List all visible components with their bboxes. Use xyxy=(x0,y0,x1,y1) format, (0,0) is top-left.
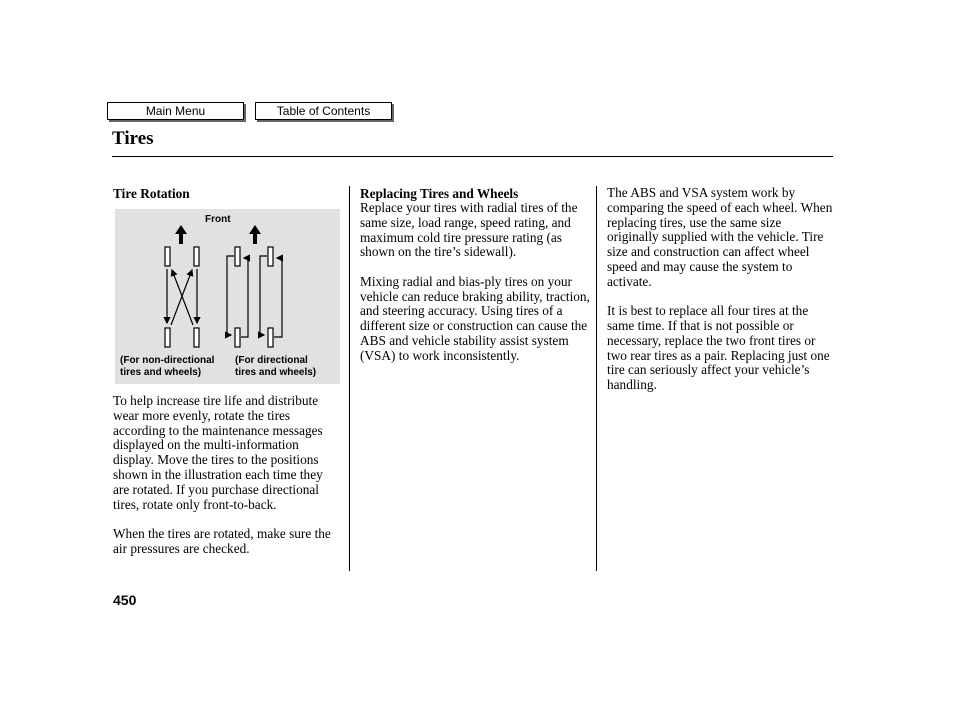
caption-directional: (For directional tires and wheels) xyxy=(235,355,317,378)
section-heading-replacing-tires: Replacing Tires and Wheels xyxy=(360,186,519,201)
section-heading-tire-rotation: Tire Rotation xyxy=(113,186,190,201)
column-tire-rotation xyxy=(113,186,341,201)
column-abs-vsa xyxy=(607,186,833,408)
paragraph: When the tires are rotated, make sure the air pressures are checked. xyxy=(113,525,331,556)
tire-rotation-diagram xyxy=(115,209,340,384)
caption-non-directional: (For non-directional tires and wheels) xyxy=(120,355,215,378)
page-title: Tires xyxy=(112,128,154,149)
table-of-contents-button[interactable]: Table of Contents xyxy=(255,102,392,120)
front-arrow-icon xyxy=(249,225,261,244)
directional-tires xyxy=(235,247,273,347)
main-menu-button[interactable]: Main Menu xyxy=(107,102,244,120)
paragraph: The ABS and VSA system work by comparing the speed of each wheel. When replacing tires, use the same size originally supplied with the vehicle. Tire size and construction can affect wheel speed and may cause the system to activate. xyxy=(607,185,833,289)
title-divider xyxy=(112,156,833,157)
column-divider-2 xyxy=(596,186,597,571)
front-arrow-icon xyxy=(175,225,187,244)
paragraph: It is best to replace all four tires at the same time. If that is not possible or necessary, replace the two front tires or two rear tires as a pair. Replacing just one tire can seriously affect your vehicle’s handling. xyxy=(607,303,830,393)
column-replacing-tires xyxy=(360,186,592,378)
paragraph: Replace your tires with radial tires of the same size, load range, speed rating, and maximum cold tire pressure rating (as shown on the tire’s sidewall). xyxy=(360,200,578,260)
front-label: Front xyxy=(205,214,231,225)
page-number: 450 xyxy=(113,592,137,608)
column-divider-1 xyxy=(349,186,350,571)
column-tire-rotation-body xyxy=(113,394,341,571)
paragraph: To help increase tire life and distribute wear more evenly, rotate the tires according to the maintenance messages displayed on the multi-information display. Move the tires to the positions shown in the illustration each time they are rotated. If you purchase directional tires, rotate only front-to-back. xyxy=(113,393,323,512)
paragraph: Mixing radial and bias-ply tires on your vehicle can reduce braking ability, traction, and steering accuracy. Using tires of a different size or construction can cause the ABS and vehicle stability assist system (VSA) to work inconsistently. xyxy=(360,273,590,363)
